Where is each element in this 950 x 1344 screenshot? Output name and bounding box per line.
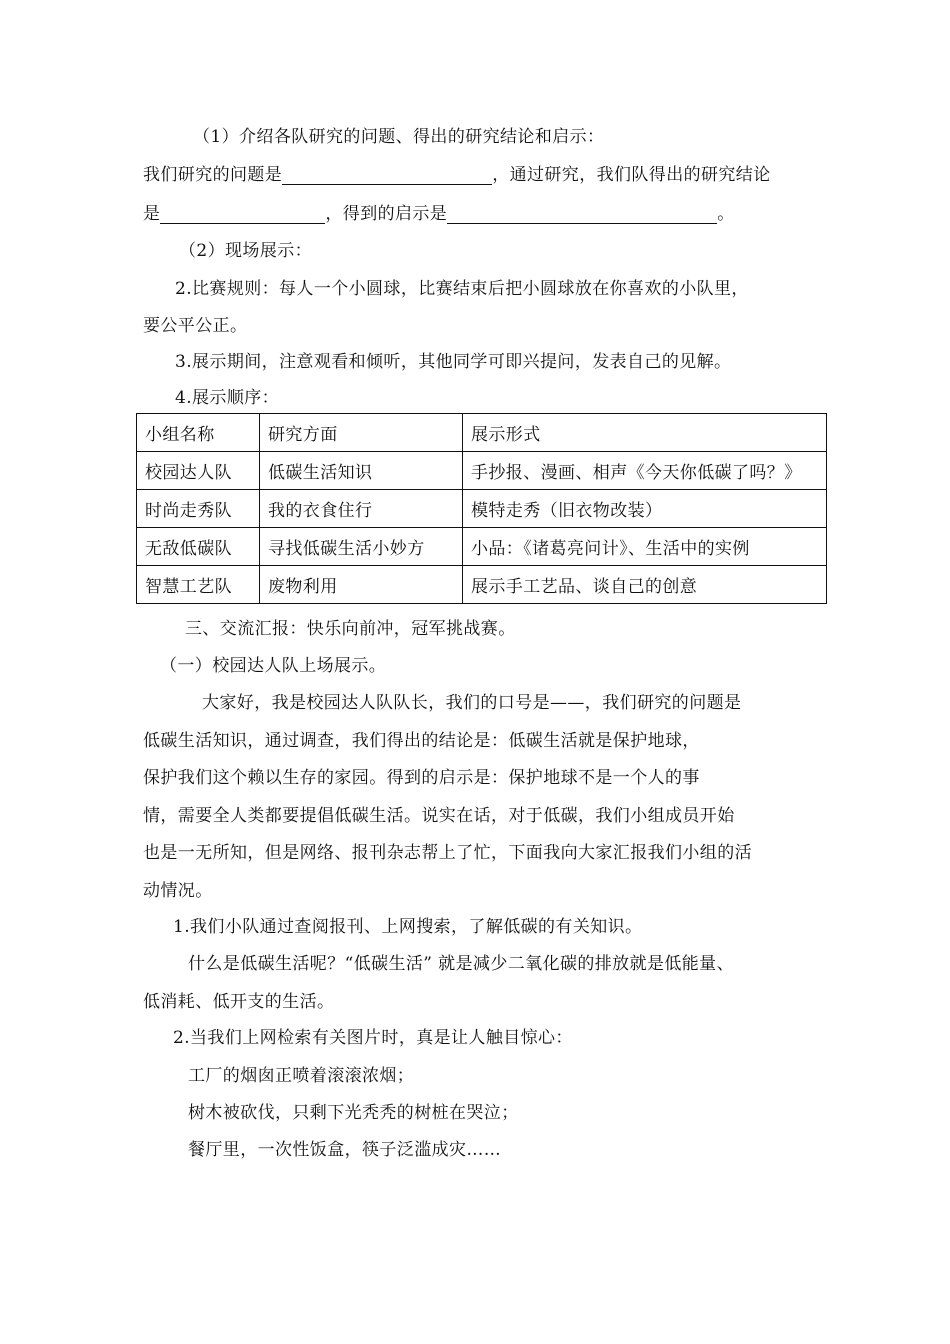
conclusion-middle: ，得到的启示是	[325, 204, 448, 224]
definition-line2: 低消耗、低开支的生活。	[143, 992, 335, 1012]
paragraph-line: 低碳生活知识，通过调查，我们得出的结论是：低碳生活就是保护地球，	[143, 731, 700, 751]
scene-line: 树木被砍伐，只剩下光秃秃的树桩在哭泣；	[188, 1103, 519, 1123]
definition-line1: 什么是低碳生活呢？“低碳生活” 就是减少二氧化碳的排放就是低能量、	[188, 954, 734, 974]
paragraph-line: 保护我们这个赖以生存的家园。得到的启示是：保护地球不是一个人的事	[143, 768, 700, 788]
table-header-row	[137, 414, 827, 452]
subsection-heading: （一）校园达人队上场展示。	[160, 656, 387, 676]
table-cell: 废物利用	[260, 566, 463, 604]
table-row	[137, 452, 827, 490]
intro-line: （1）介绍各队研究的问题、得出的研究结论和启示：	[193, 127, 605, 147]
table-cell: 模特走秀（旧衣物改装）	[463, 490, 827, 528]
table-cell: 无敌低碳队	[137, 528, 260, 566]
conclusion-line	[143, 199, 735, 224]
show-order-table	[136, 413, 827, 604]
paragraph-line: 情，需要全人类都要提倡低碳生活。说实在话，对于低碳，我们小组成员开始	[143, 806, 735, 826]
item2-line: 2.当我们上网检索有关图片时，真是让人触目惊心：	[173, 1028, 573, 1048]
table-header-cell: 展示形式	[463, 414, 827, 452]
table-cell: 智慧工艺队	[137, 566, 260, 604]
table-cell: 低碳生活知识	[260, 452, 463, 490]
live-show-line: （2）现场展示：	[179, 241, 313, 261]
paragraph-line: 也是一无所知，但是网络、报刊杂志帮上了忙，下面我向大家汇报我们小组的活	[143, 843, 752, 863]
table-row	[137, 566, 827, 604]
paragraph-line: 动情况。	[143, 881, 213, 901]
rule2-line2: 要公平公正。	[143, 316, 248, 336]
scene-line: 餐厅里，一次性饭盒，筷子泛滥成灾……	[188, 1140, 502, 1160]
table-header-cell: 小组名称	[137, 414, 260, 452]
conclusion-end: 。	[717, 204, 735, 224]
insight-blank[interactable]	[447, 205, 717, 224]
table-cell: 我的衣食住行	[260, 490, 463, 528]
rule3-line: 3.展示期间，注意观看和倾听，其他同学可即兴提问，发表自己的见解。	[175, 352, 732, 372]
table-row	[137, 528, 827, 566]
table-cell: 寻找低碳生活小妙方	[260, 528, 463, 566]
rule2-line1: 2.比赛规则：每人一个小圆球，比赛结束后把小圆球放在你喜欢的小队里，	[175, 279, 749, 299]
paragraph-line: 大家好，我是校园达人队队长，我们的口号是——，我们研究的问题是	[202, 693, 742, 713]
question-line	[143, 160, 771, 185]
item1-line: 1.我们小队通过查阅报刊、上网搜索，了解低碳的有关知识。	[173, 917, 643, 937]
section-heading: 三、交流汇报：快乐向前冲，冠军挑战赛。	[185, 619, 516, 639]
rule4-line: 4.展示顺序：	[175, 388, 280, 408]
question-suffix: ，通过研究，我们队得出的研究结论	[492, 165, 771, 185]
scene-line: 工厂的烟囱正喷着滚滚浓烟；	[188, 1066, 415, 1086]
table-cell: 手抄报、漫画、相声《今天你低碳了吗？》	[463, 452, 827, 490]
table-cell: 时尚走秀队	[137, 490, 260, 528]
conclusion-prefix: 是	[143, 204, 161, 224]
table-cell: 小品：《诸葛亮问计》、生活中的实例	[463, 528, 827, 566]
table-cell: 校园达人队	[137, 452, 260, 490]
question-blank[interactable]	[282, 166, 492, 185]
table-header-cell: 研究方面	[260, 414, 463, 452]
table-cell: 展示手工艺品、谈自己的创意	[463, 566, 827, 604]
question-prefix: 我们研究的问题是	[143, 165, 283, 185]
table-row	[137, 490, 827, 528]
conclusion-blank[interactable]	[160, 205, 325, 224]
